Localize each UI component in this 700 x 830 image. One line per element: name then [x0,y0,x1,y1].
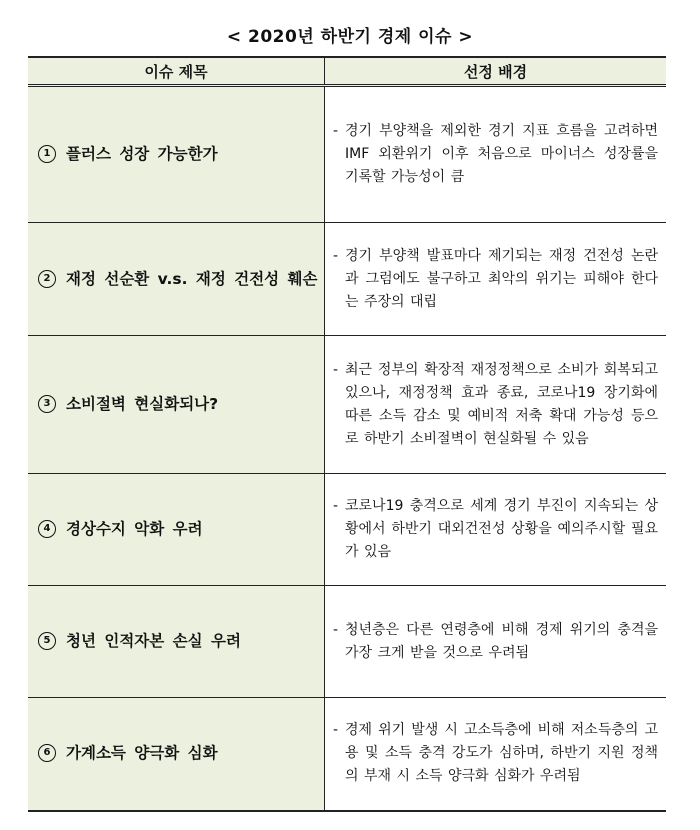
table-header-row [28,57,666,86]
issue-background-cell [325,698,667,811]
issue-background-cell [325,336,667,474]
issue-background-cell [325,474,667,586]
bullet-dash: - [333,621,339,638]
issue-background-text: 경제 위기 발생 시 고소득층에 비해 저소득층의 고용 및 소득 충격 강도가 심하며, 하반기 지원 정책의 부재 시 소득 양극화 심화가 우려됨 [345,722,658,785]
circled-number: 3 [38,395,56,413]
issue-background-text: 경기 부양책 발표마다 제기되는 재정 건전성 논란과 그럼에도 불구하고 최악의 위기는 피해야 한다는 주장의 대립 [345,247,658,310]
issue-table [28,56,666,812]
document-title: < 2020년 하반기 경제 이슈 > [226,27,474,47]
issue-background-text: 코로나19 충격으로 세계 경기 부진이 지속되는 상황에서 하반기 대외건전성 상황을 예의주시할 필요가 있음 [345,498,658,560]
bullet-dash: - [333,722,339,739]
issue-title-cell [28,223,325,336]
header-topic: 이슈 제목 [28,57,325,86]
issue-title-cell [28,336,325,474]
issue-title-cell [28,86,325,223]
bullet-dash: - [333,247,339,264]
bullet-dash: - [333,498,339,514]
issue-title: 소비절벽 현실화되나? [66,395,219,413]
issue-title-cell [28,474,325,586]
issue-title: 플러스 성장 가능한가 [66,145,218,163]
issue-title-cell [28,586,325,698]
table-row [28,698,666,811]
issue-title: 청년 인적자본 손실 우려 [66,632,241,650]
circled-number: 4 [38,520,56,538]
table-row [28,474,666,586]
issue-background-cell [325,586,667,698]
issue-title: 경상수지 악화 우려 [66,520,203,538]
circled-number: 5 [38,632,56,650]
table-row [28,223,666,336]
issue-title: 재정 선순환 v.s. 재정 건전성 훼손 [66,269,318,288]
issue-background-text: 청년층은 다른 연령층에 비해 경제 위기의 충격을 가장 크게 받을 것으로 우려됨 [345,621,658,661]
table-row [28,86,666,223]
header-background: 선정 배경 [325,57,667,86]
issue-background-text: 최근 정부의 확장적 재정정책으로 소비가 회복되고 있으나, 재정정책 효과 종료, 코로나19 장기화에 따른 소득 감소 및 예비적 저축 확대 가능성 등으로 하반기 소비절벽이 현실화될 수 있음 [345,361,658,447]
bullet-dash: - [333,123,339,139]
issue-background-cell [325,86,667,223]
table-row [28,586,666,698]
issue-background-cell [325,223,667,336]
circled-number: 1 [38,145,56,163]
table-row [28,336,666,474]
circled-number: 2 [38,270,56,288]
issue-background-text: 경기 부양책을 제외한 경기 지표 흐름을 고려하면 IMF 외환위기 이후 처음으로 마이너스 성장률을 기록할 가능성이 큼 [345,123,658,185]
issue-title-cell [28,698,325,811]
circled-number: 6 [38,744,56,762]
issue-title: 가계소득 양극화 심화 [66,744,218,763]
bullet-dash: - [333,361,339,378]
